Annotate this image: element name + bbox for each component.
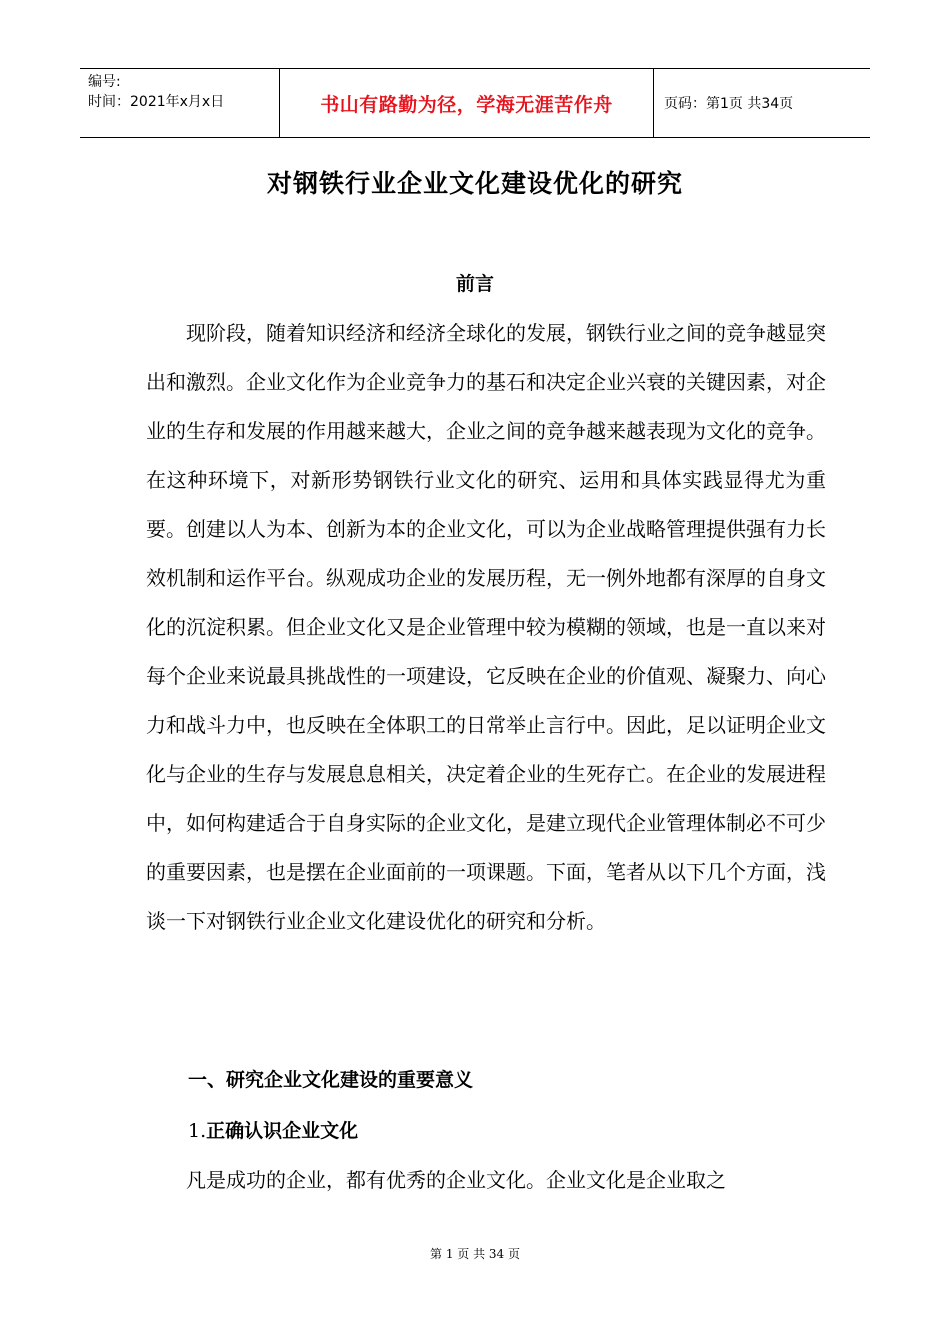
number-label: 编号: [88,74,121,90]
page-header [80,68,870,138]
subsection-1-paragraph: 凡是成功的企业，都有优秀的企业文化。企业文化是企业取之 [186,1168,726,1192]
document-title: 对钢铁行业企业文化建设优化的研究 [266,169,683,198]
header-meta [80,69,280,137]
section-1-heading: 一、研究企业文化建设的重要意义 [188,1069,474,1091]
subsection-1-title: 正确认识企业文化 [206,1120,359,1142]
subsection-1-heading [188,1116,358,1143]
page-footer: 第 1 页 共 34 页 [430,1247,520,1261]
subsection-1-number: 1. [188,1120,207,1142]
date-label: 时间：2021年x月x日 [88,94,225,110]
header-motto: 书山有路勤为径，学海无涯苦作舟 [280,69,654,137]
header-page-label: 页码：第1页 共34页 [664,96,794,112]
preface-heading: 前言 [455,273,494,295]
preface-paragraph: 现阶段，随着知识经济和经济全球化的发展，钢铁行业之间的竞争越显突出和激烈。企业文化作为企业竞争力的基石和决定企业兴衰的关键因素，对企业的生存和发展的作用越来越大，企业之间的竞争越来越表现为文化的竞争。在这种环境下，对新形势钢铁行业文化的研究、运用和具体实践显得尤为重要。创建以人为本、创新为本的企业文化，可以为企业战略管理提供强有力长效机制和运作平台。纵观成功企业的发展历程，无一例外地都有深厚的自身文化的沉淀积累。但企业文化又是企业管理中较为模糊的领域，也是一直以来对每个企业来说最具挑战性的一项建设，它反映在企业的价值观、凝聚力、向心力和战斗力中，也反映在全体职工的日常举止言行中。因此，足以证明企业文化与企业的生存与发展息息相关，决定着企业的生死存亡。在企业的发展进程中，如何构建适合于自身实际的企业文化，是建立现代企业管理体制必不可少的重要因素，也是摆在企业面前的一项课题。下面，笔者从以下几个方面，浅谈一下对钢铁行业企业文化建设优化的研究和分析。 [146,321,826,933]
